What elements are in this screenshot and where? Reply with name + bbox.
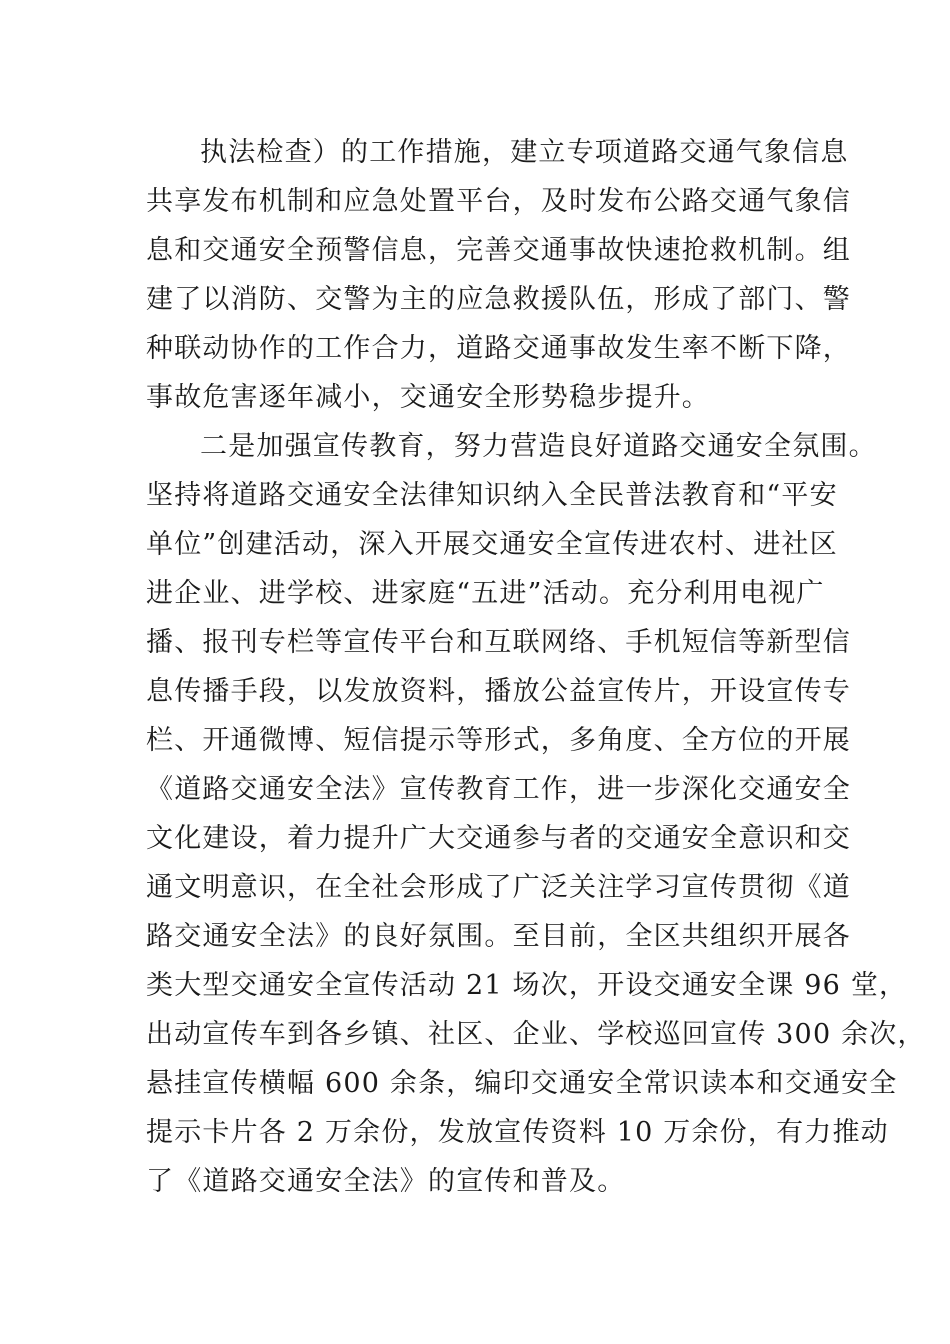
text-line: 息和交通安全预警信息，完善交通事故快速抢救机制。组 [146,235,851,266]
text-line: 出动宣传车到各乡镇、社区、企业、学校巡回宣传 300 余次， [146,1019,926,1050]
text-line: 提示卡片各 2 万余份，发放宣传资料 10 万余份，有力推动 [146,1117,889,1148]
text-line: 文化建设，着力提升广大交通参与者的交通安全意识和交 [146,823,851,854]
text-line: 了《道路交通安全法》的宣传和普及。 [146,1166,626,1197]
text-line: 路交通安全法》的良好氛围。至目前，全区共组织开展各 [146,921,851,952]
text-line: 播、报刊专栏等宣传平台和互联网络、手机短信等新型信 [146,627,851,658]
text-line: 《道路交通安全法》宣传教育工作，进一步深化交通安全 [146,774,851,805]
text-line: 悬挂宣传横幅 600 余条，编印交通安全常识读本和交通安全 [146,1068,898,1099]
text-line: 执法检查）的工作措施，建立专项道路交通气象信息 [200,137,849,168]
text-line: 通文明意识，在全社会形成了广泛关注学习宣传贯彻《道 [146,872,851,903]
text-line: 二是加强宣传教育，努力营造良好道路交通安全氛围。 [200,431,877,462]
text-line: 单位”创建活动，深入开展交通安全宣传进农村、进社区 [146,529,838,560]
text-line: 息传播手段，以发放资料，播放公益宣传片，开设宣传专 [146,676,851,707]
text-line: 种联动协作的工作合力，道路交通事故发生率不断下降， [146,333,851,364]
text-line: 进企业、进学校、进家庭“五进”活动。充分利用电视广 [146,578,825,609]
text-line: 建了以消防、交警为主的应急救援队伍，形成了部门、警 [146,284,851,315]
document-body [146,128,926,1206]
text-line: 坚持将道路交通安全法律知识纳入全民普法教育和“平安 [146,480,838,511]
text-line: 共享发布机制和应急处置平台，及时发布公路交通气象信 [146,186,851,217]
text-line: 栏、开通微博、短信提示等形式，多角度、全方位的开展 [146,725,851,756]
text-line: 事故危害逐年减小，交通安全形势稳步提升。 [146,382,710,413]
text-line: 类大型交通安全宣传活动 21 场次，开设交通安全课 96 堂， [146,970,908,1001]
